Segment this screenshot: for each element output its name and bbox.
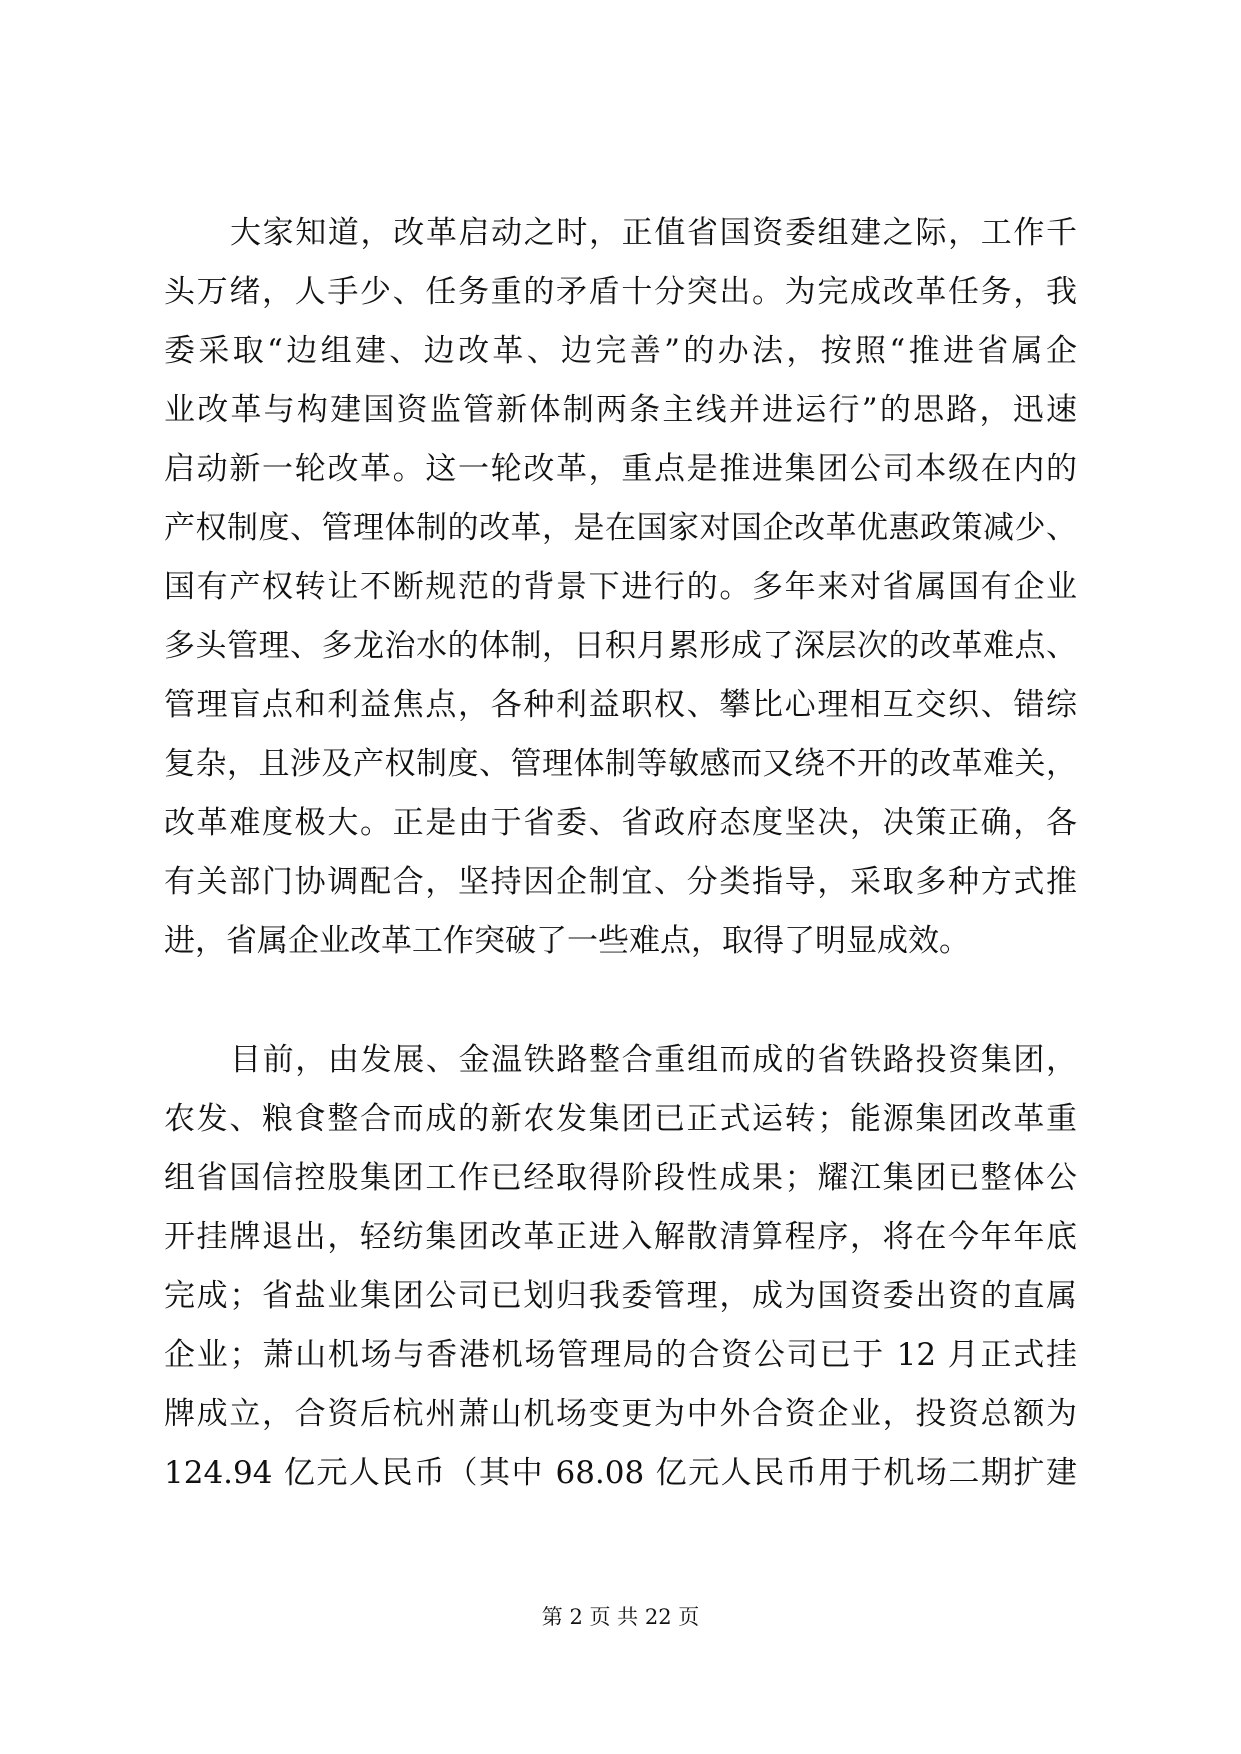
paragraph-2-line-5: 完成；省盐业集团公司已划归我委管理，成为国资委出资的直属	[164, 1278, 1077, 1314]
paragraph-2-line-6: 企业；萧山机场与香港机场管理局的合资公司已于 12 月正式挂	[164, 1337, 1077, 1373]
paragraph-1-line-10: 复杂，且涉及产权制度、管理体制等敏感而又绕不开的改革难关，	[164, 746, 1077, 782]
paragraph-1-line-9: 管理盲点和利益焦点，各种利益职权、攀比心理相互交织、错综	[164, 687, 1077, 723]
paragraph-2-line-2: 农发、粮食整合而成的新农发集团已正式运转；能源集团改革重	[164, 1101, 1077, 1137]
paragraph-1-line-5: 启动新一轮改革。这一轮改革，重点是推进集团公司本级在内的	[164, 451, 1077, 487]
paragraph-1-line-7: 国有产权转让不断规范的背景下进行的。多年来对省属国有企业	[164, 569, 1077, 605]
paragraph-1-line-2: 头万绪，人手少、任务重的矛盾十分突出。为完成改革任务，我	[164, 274, 1077, 310]
paragraph-1-line-13: 进，省属企业改革工作突破了一些难点，取得了明显成效。	[164, 923, 970, 959]
paragraph-1-line-8: 多头管理、多龙治水的体制，日积月累形成了深层次的改革难点、	[164, 628, 1077, 664]
page-number-footer: 第 2 页 共 22 页	[541, 1605, 700, 1629]
paragraph-2-line-8: 124.94 亿元人民币（其中 68.08 亿元人民币用于机场二期扩建	[164, 1455, 1077, 1491]
paragraph-2-line-3: 组省国信控股集团工作已经取得阶段性成果；耀江集团已整体公	[164, 1160, 1077, 1196]
paragraph-1-line-4: 业改革与构建国资监管新体制两条主线并进运行”的思路，迅速	[164, 392, 1077, 428]
paragraph-2-line-4: 开挂牌退出，轻纺集团改革正进入解散清算程序，将在今年年底	[164, 1219, 1077, 1255]
paragraph-1-line-3: 委采取“边组建、边改革、边完善”的办法，按照“推进省属企	[164, 333, 1077, 369]
paragraph-2-line-1: 目前，由发展、金温铁路整合重组而成的省铁路投资集团，	[230, 1042, 1077, 1078]
paragraph-2-line-7: 牌成立，合资后杭州萧山机场变更为中外合资企业，投资总额为	[164, 1396, 1077, 1432]
paragraph-1-line-6: 产权制度、管理体制的改革，是在国家对国企改革优惠政策减少、	[164, 510, 1077, 546]
paragraph-1-line-11: 改革难度极大。正是由于省委、省政府态度坚决，决策正确，各	[164, 805, 1077, 841]
paragraph-1-line-1: 大家知道，改革启动之时，正值省国资委组建之际，工作千	[230, 215, 1077, 251]
paragraph-1-line-12: 有关部门协调配合，坚持因企制宜、分类指导，采取多种方式推	[164, 864, 1077, 900]
